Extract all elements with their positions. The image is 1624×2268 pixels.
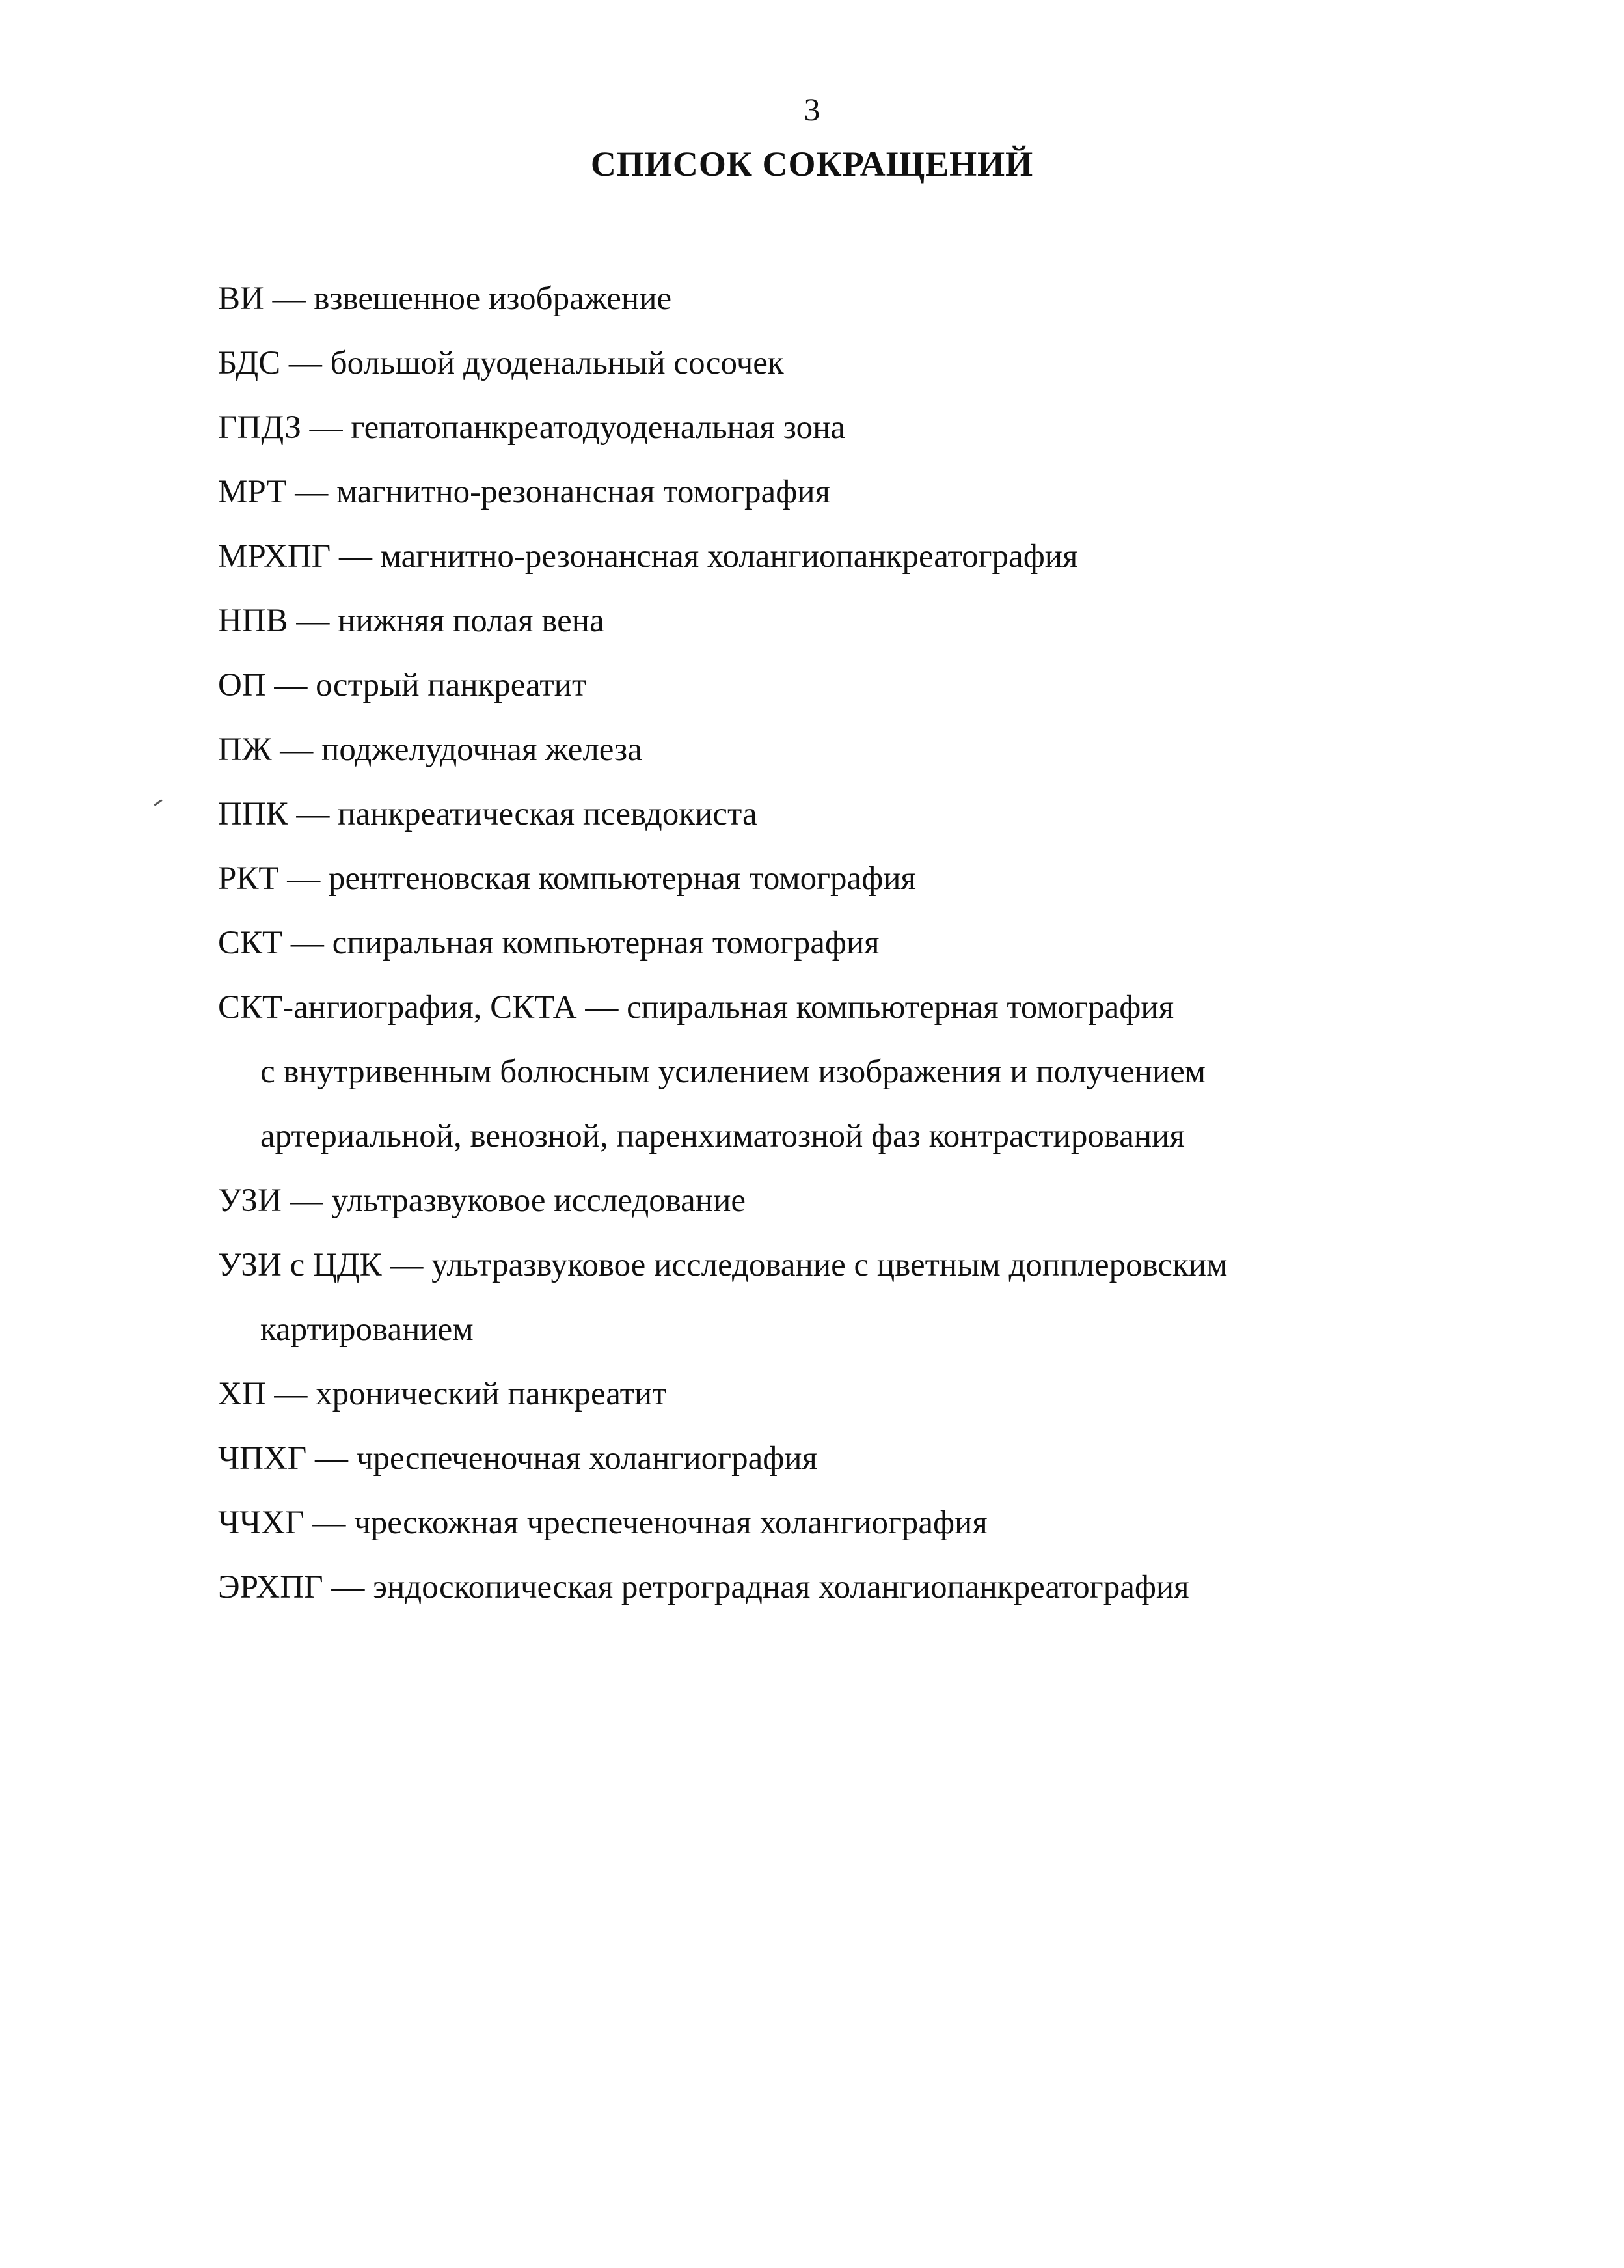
abbreviation-entry: [218, 1362, 1545, 1427]
entry-continuation-line: артериальной, венозной, паренхиматозной фаз контрастирования: [260, 1118, 1185, 1154]
abbreviation-entry: [218, 782, 1545, 847]
entry-line: УЗИ с ЦДК — ультразвуковое исследование с цветным допплеровским: [218, 1247, 1228, 1283]
abbreviation-entry: [218, 267, 1545, 331]
entry-line: МРТ — магнитно-резонансная томография: [218, 474, 830, 510]
entry-line: ОП — острый панкреатит: [218, 667, 587, 704]
entry-line: УЗИ — ультразвуковое исследование: [218, 1182, 746, 1219]
abbreviation-entry: [218, 1233, 1545, 1362]
abbreviation-entry: [218, 1555, 1545, 1620]
entry-line: РКТ — рентгеновская компьютерная томография: [218, 860, 916, 897]
abbreviation-entry: [218, 1491, 1545, 1555]
entry-continuation-line: картированием: [260, 1311, 474, 1348]
entry-continuation-line: с внутривенным болюсным усилением изображения и получением: [260, 1054, 1206, 1090]
abbreviation-entry: [218, 847, 1545, 911]
entry-line: СКТ-ангиография, СКТА — спиральная компьютерная томография: [218, 989, 1174, 1026]
entry-line: ГПДЗ — гепатопанкреатодуоденальная зона: [218, 409, 846, 446]
abbreviation-entry: [218, 976, 1545, 1169]
entry-line: ПЖ — поджелудочная железа: [218, 731, 642, 768]
abbreviation-entry: [218, 460, 1545, 525]
entry-line: ВИ — взвешенное изображение: [218, 280, 672, 317]
page-title: СПИСОК СОКРАЩЕНИЙ: [590, 144, 1034, 184]
entry-line: БДС — большой дуоденальный сосочек: [218, 345, 784, 381]
abbreviation-entry: [218, 1169, 1545, 1233]
abbreviation-entry: [218, 525, 1545, 589]
abbreviation-entry: [218, 718, 1545, 782]
abbreviation-entry: [218, 653, 1545, 718]
page-number: 3: [804, 91, 820, 128]
abbreviation-entry: [218, 331, 1545, 396]
abbreviation-entry: [218, 589, 1545, 653]
entry-line: МРХПГ — магнитно-резонансная холангиопанкреатография: [218, 538, 1078, 575]
entry-line: ЭРХПГ — эндоскопическая ретроградная холангиопанкреатография: [218, 1569, 1189, 1605]
abbreviation-entry: [218, 911, 1545, 976]
abbreviation-entry: [218, 1427, 1545, 1491]
entry-line: НПВ — нижняя полая вена: [218, 603, 604, 639]
entry-line: ЧЧХГ — чрескожная чреспеченочная холангиография: [218, 1505, 988, 1541]
abbreviation-entry: [218, 396, 1545, 460]
entry-line: ХП — хронический панкреатит: [218, 1376, 667, 1412]
entry-line: ЧПХГ — чреспеченочная холангиография: [218, 1440, 818, 1477]
abbreviation-list: [218, 267, 1545, 1620]
entry-line: СКТ — спиральная компьютерная томография: [218, 925, 880, 961]
entry-line: ППК — панкреатическая псевдокиста: [218, 796, 757, 832]
scan-mark: [154, 799, 162, 806]
